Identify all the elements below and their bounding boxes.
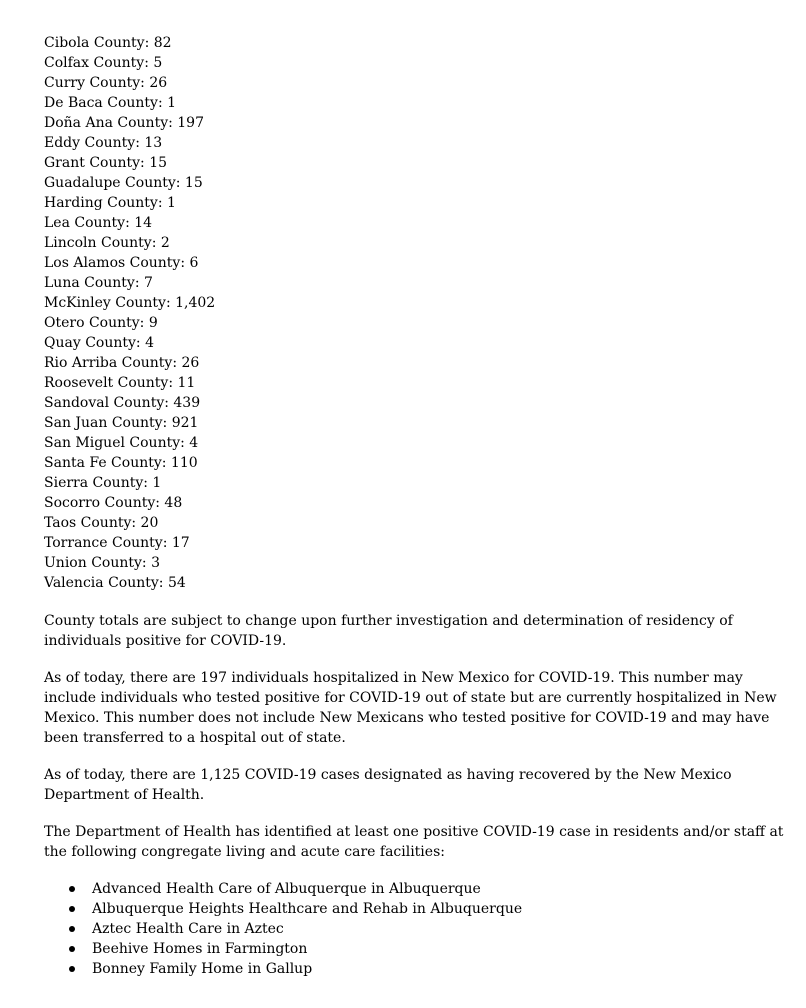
county-line: Cibola County: 82 xyxy=(44,35,172,51)
bullet-icon xyxy=(69,966,75,972)
county-line: San Juan County: 921 xyxy=(44,415,199,431)
bullet-icon xyxy=(69,946,75,952)
county-line: Torrance County: 17 xyxy=(44,535,190,551)
facility-item xyxy=(44,919,784,939)
county-case-list xyxy=(44,33,784,593)
facility-name: Aztec Health Care in Aztec xyxy=(92,921,284,937)
facility-name: Bonney Family Home in Gallup xyxy=(92,961,313,977)
county-line: Los Alamos County: 6 xyxy=(44,255,199,271)
county-line: Eddy County: 13 xyxy=(44,135,163,151)
county-line: De Baca County: 1 xyxy=(44,95,177,111)
facilities-intro: The Department of Health has identified at least one positive COVID-19 case in residents and/or staff at the following congregate living and acute care facilities: xyxy=(44,824,784,860)
facility-item xyxy=(44,959,784,979)
county-line: Lea County: 14 xyxy=(44,215,153,231)
facility-name: Beehive Homes in Farmington xyxy=(92,941,308,957)
county-line: Roosevelt County: 11 xyxy=(44,375,196,391)
county-line: Guadalupe County: 15 xyxy=(44,175,203,191)
county-line: Santa Fe County: 110 xyxy=(44,455,198,471)
county-line: Valencia County: 54 xyxy=(44,575,186,591)
county-line: McKinley County: 1,402 xyxy=(44,295,216,311)
facility-item xyxy=(44,879,784,899)
county-line: San Miguel County: 4 xyxy=(44,435,199,451)
county-line: Quay County: 4 xyxy=(44,335,154,351)
county-line: Grant County: 15 xyxy=(44,155,168,171)
county-line: Luna County: 7 xyxy=(44,275,153,291)
county-line: Socorro County: 48 xyxy=(44,495,183,511)
bullet-icon xyxy=(69,886,75,892)
facility-name: Albuquerque Heights Healthcare and Rehab in Albuquerque xyxy=(92,901,523,917)
county-line: Rio Arriba County: 26 xyxy=(44,355,200,371)
facility-item xyxy=(44,939,784,959)
facility-list xyxy=(44,879,784,979)
county-line: Colfax County: 5 xyxy=(44,55,163,71)
county-line: Sierra County: 1 xyxy=(44,475,162,491)
county-totals-note: County totals are subject to change upon further investigation and determination of residency of individuals positive for COVID-19. xyxy=(44,613,733,649)
county-line: Taos County: 20 xyxy=(44,515,159,531)
county-line: Lincoln County: 2 xyxy=(44,235,170,251)
bullet-icon xyxy=(69,926,75,932)
county-line: Union County: 3 xyxy=(44,555,160,571)
recovered-paragraph: As of today, there are 1,125 COVID-19 cases designated as having recovered by the New Mexico Department of Health. xyxy=(44,767,732,803)
county-line: Sandoval County: 439 xyxy=(44,395,201,411)
bullet-icon xyxy=(69,906,75,912)
facility-name: Advanced Health Care of Albuquerque in Albuquerque xyxy=(92,881,481,897)
county-line: Doña Ana County: 197 xyxy=(44,115,204,131)
document-page xyxy=(44,33,784,979)
facility-item xyxy=(44,899,784,919)
hospitalized-paragraph: As of today, there are 197 individuals hospitalized in New Mexico for COVID-19. This number may include individuals who tested positive for COVID-19 out of state but are currently hospitalized in New Mexico. This number does not include New Mexicans who tested positive for COVID-19 and may have been transferred to a hospital out of state. xyxy=(44,670,777,746)
county-line: Otero County: 9 xyxy=(44,315,158,331)
county-line: Harding County: 1 xyxy=(44,195,176,211)
county-line: Curry County: 26 xyxy=(44,75,168,91)
